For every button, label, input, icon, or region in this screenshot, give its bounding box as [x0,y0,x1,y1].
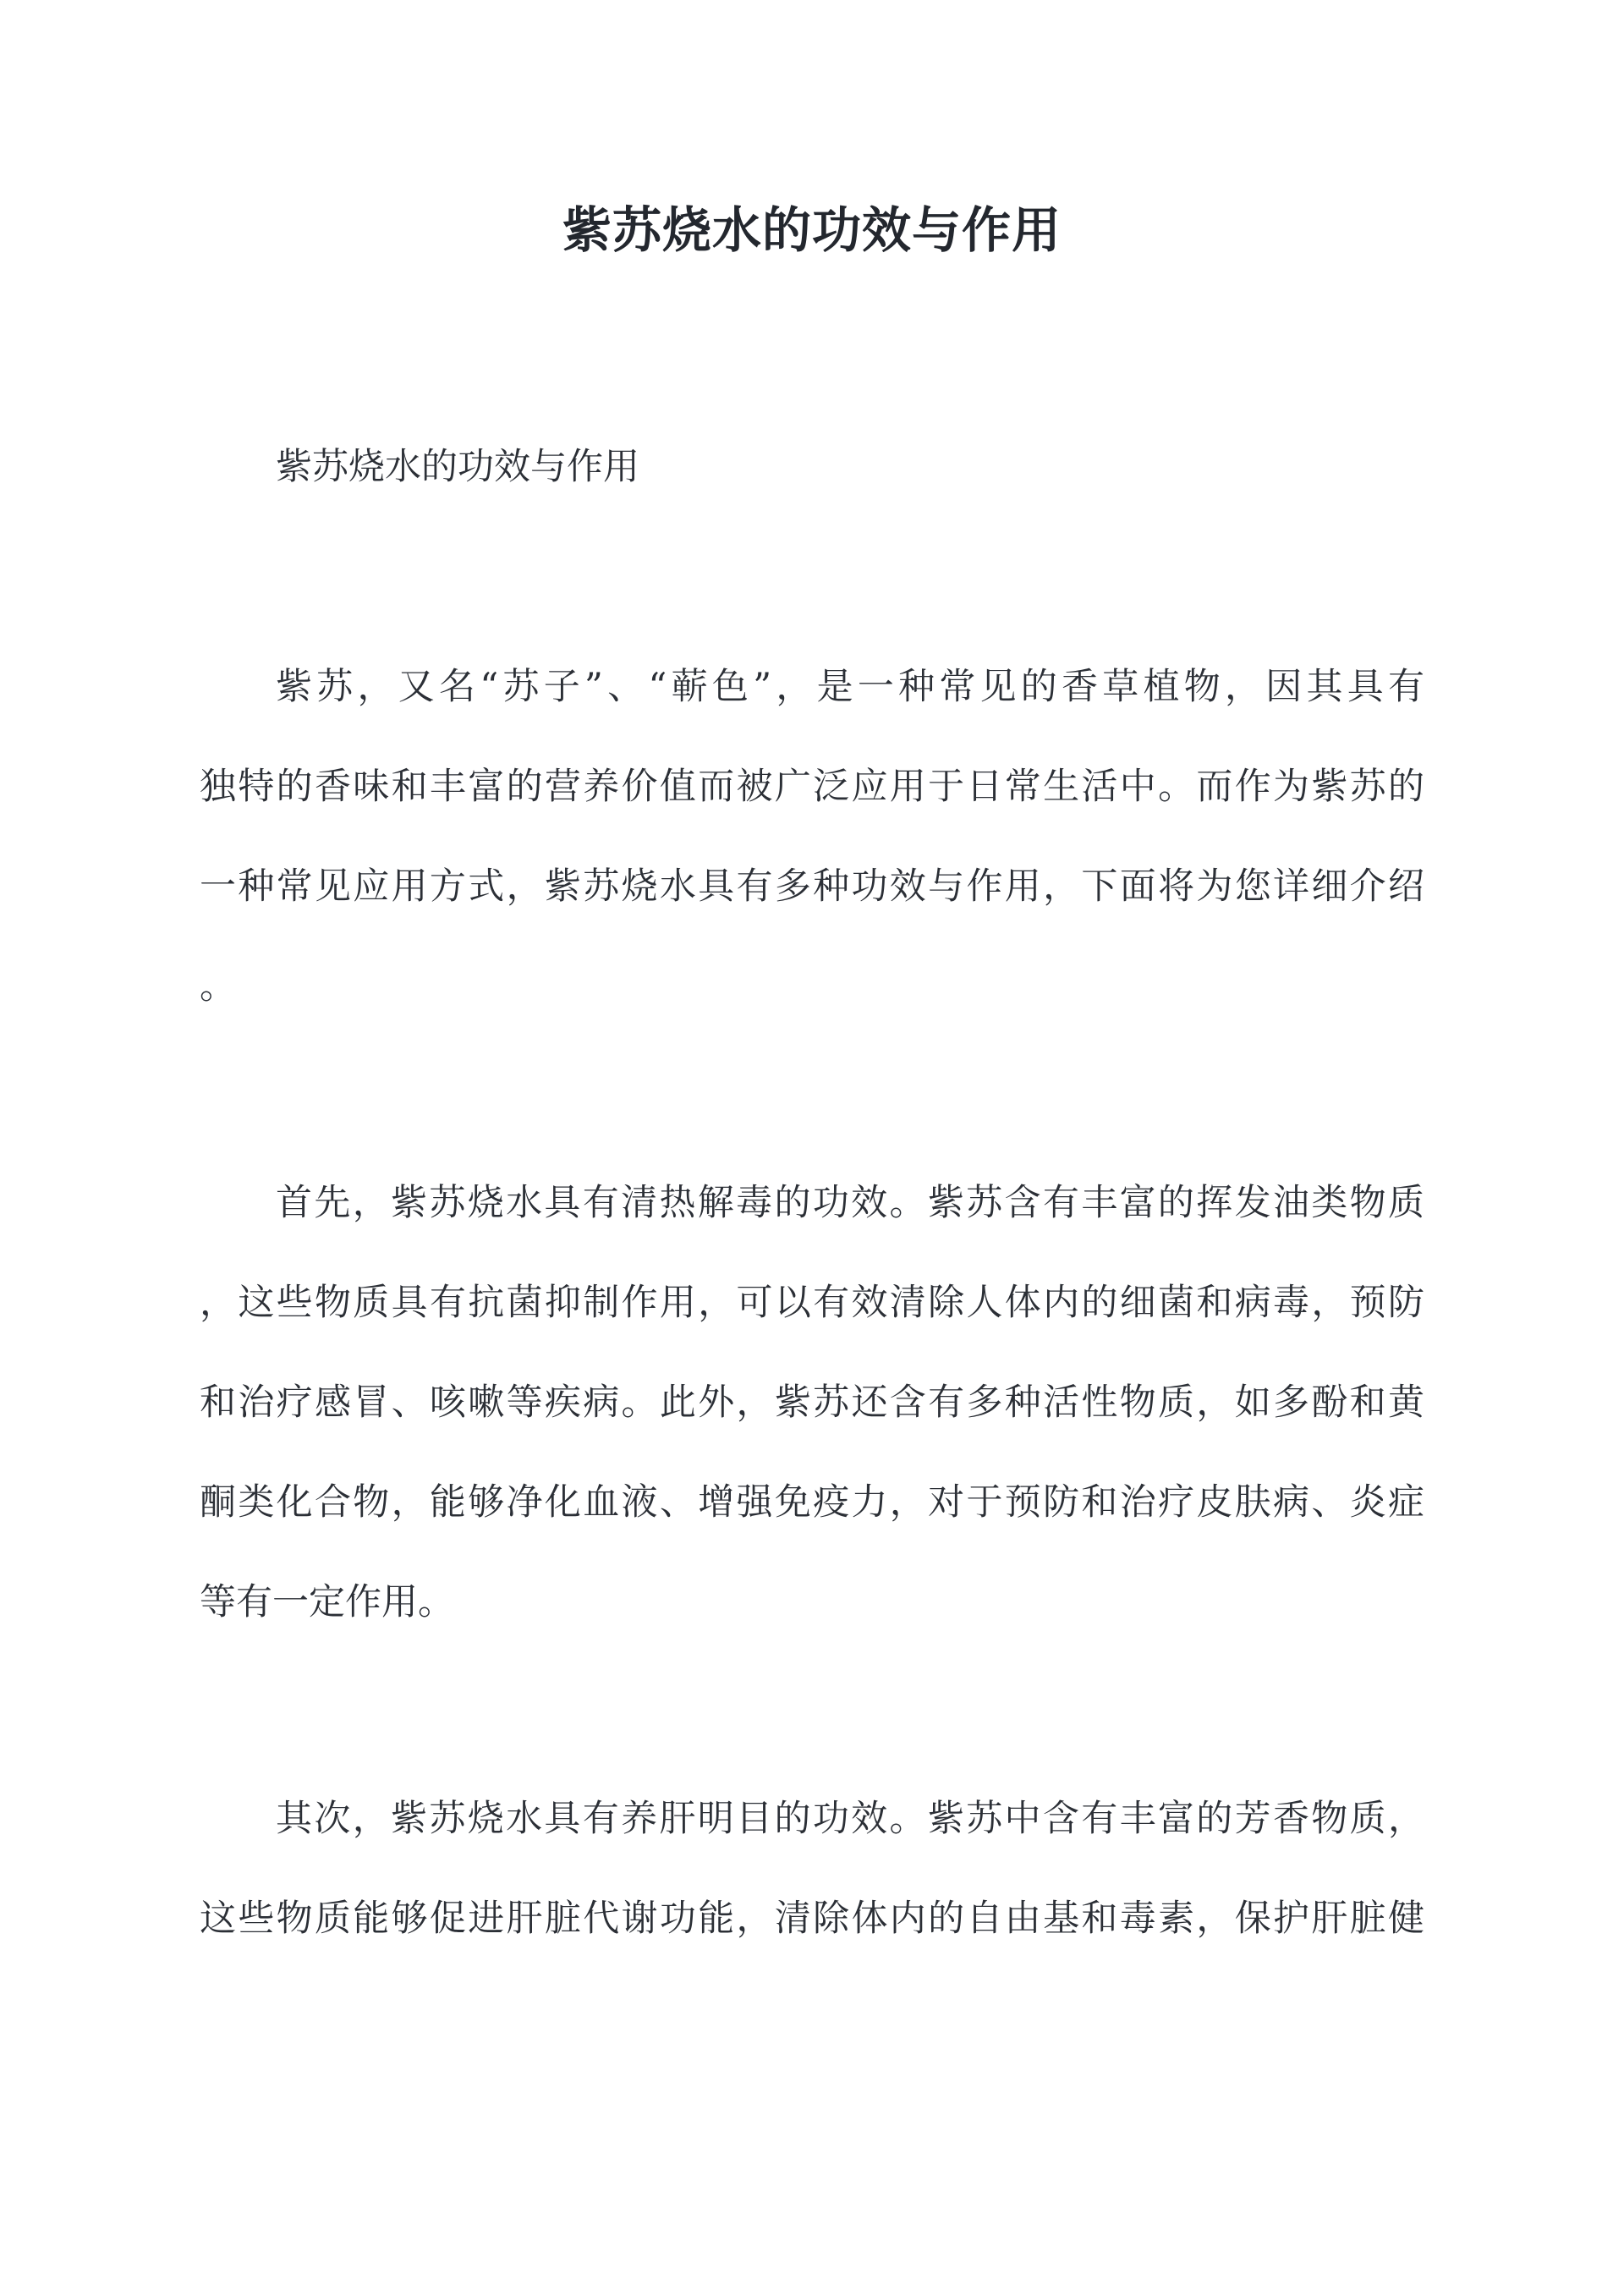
paragraph-line: 。 [200,965,236,1008]
paragraph-line: 和治疗感冒、咳嗽等疾病。此外，紫苏还含有多种活性物质，如多酚和黄 [200,1381,1424,1424]
section-heading: 紫苏烧水的功效与作用 [276,446,639,488]
paragraph-line: 这些物质能够促进肝脏代谢功能，清除体内的自由基和毒素，保护肝脏健 [200,1898,1424,1940]
paragraph-line: 独特的香味和丰富的营养价值而被广泛应用于日常生活中。而作为紫苏的 [200,766,1424,808]
paragraph-line: 首先，紫苏烧水具有清热解毒的功效。紫苏含有丰富的挥发油类物质 [276,1182,1424,1224]
paragraph-line: 等有一定作用。 [200,1581,454,1623]
paragraph-line: 紫苏，又名“苏子”、“蕲色”，是一种常见的香草植物，因其具有 [276,666,1424,708]
paragraph-line: 一种常见应用方式，紫苏烧水具有多种功效与作用，下面将为您详细介绍 [200,865,1424,908]
document-title: 紫苏烧水的功效与作用 [562,201,1062,259]
paragraph-line: 其次，紫苏烧水具有养肝明目的功效。紫苏中含有丰富的芳香物质， [276,1798,1424,1840]
paragraph-line: ，这些物质具有抗菌抑制作用，可以有效清除人体内的细菌和病毒，预防 [200,1282,1424,1324]
paragraph-line: 酮类化合物，能够净化血液、增强免疫力，对于预防和治疗皮肤病、炎症 [200,1481,1424,1524]
